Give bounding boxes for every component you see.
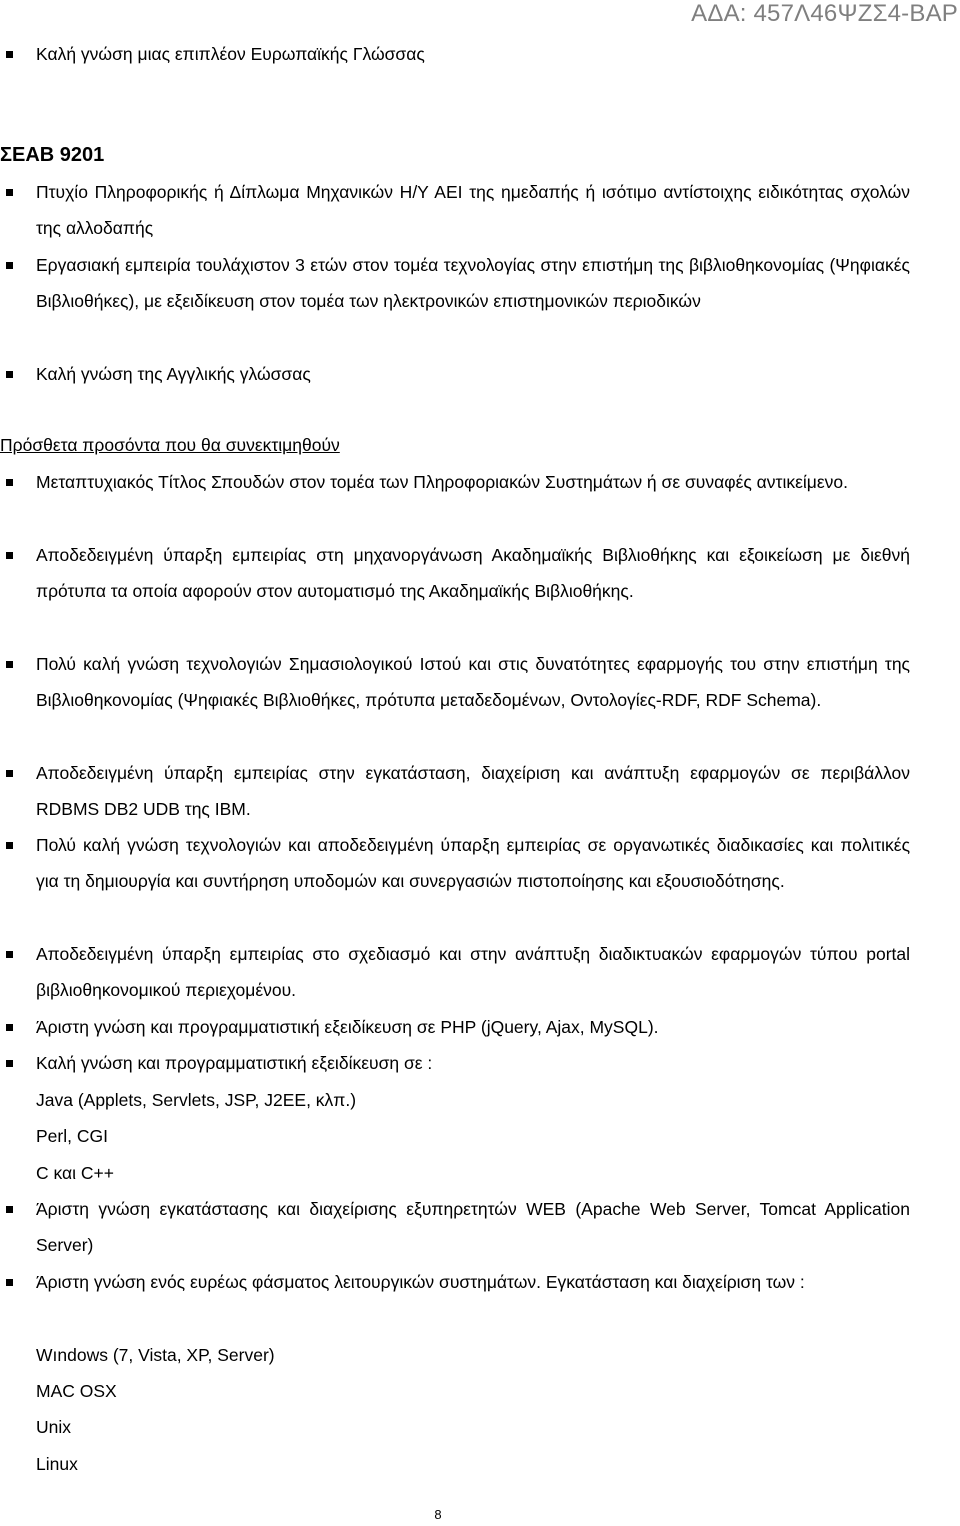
list-item-text: Εργασιακή εμπειρία τουλάχιστον 3 ετών στον τομέα τεχνολογίας στην επιστήμη της βιβλιοθηκονομίας (Ψηφιακές Βιβλιοθήκες), με εξειδίκευση στον τομέα των ηλεκτρονικών επιστημονικών περιοδικών [36,255,910,312]
additional-qualifications-heading: Πρόσθετα προσόντα που θα συνεκτιμηθούν [0,435,340,455]
list-item-text: Καλή γνώση και προγραμματιστική εξειδίκευση σε : [36,1053,433,1073]
list-item-text: Μεταπτυχιακός Τίτλος Σπουδών στον τομέα των Πληροφοριακών Συστημάτων ή σε συναφές αντικείμενο. [36,472,849,492]
square-bullet-icon [6,1024,13,1031]
list-item [36,936,910,1008]
list-item [36,827,910,899]
list-item-text: Πολύ καλή γνώση τεχνολογιών και αποδεδειγμένη ύπαρξη εμπειρίας σε οργανωτικές διαδικασίες και πολιτικές για τη δημιουργία και συντήρηση υποδομών και συνεργασιών πιστοποίησης και εξουσιοδότησης. [36,835,910,892]
list-item-text: Άριστη γνώση εγκατάστασης και διαχείρισης εξυπηρετητών WEB (Apache Web Server, Tomcat Application Server) [36,1199,910,1256]
language-list-line: Perl, CGI [36,1126,108,1146]
list-item-text: Αποδεδειγμένη ύπαρξη εμπειρίας στη μηχανοργάνωση Ακαδημαϊκής Βιβλιοθήκης και εξοικείωση με διεθνή πρότυπα τα οποία αφορούν στον αυτοματισμό της Ακαδημαϊκής Βιβλιοθήκης. [36,545,910,602]
list-item [36,1045,910,1081]
list-item [36,1191,910,1263]
os-list-line: Linux [36,1454,78,1474]
list-item [36,646,910,718]
list-item [36,247,910,319]
square-bullet-icon [6,479,13,486]
os-list-line: MAC OSX [36,1381,117,1401]
language-list-line: Java (Applets, Servlets, JSP, J2EE, κλπ.) [36,1090,357,1110]
list-item [36,537,910,609]
list-item-text: Καλή γνώση της Αγγλικής γλώσσας [36,364,311,384]
language-list-line: C και C++ [36,1163,114,1183]
os-list-line: Unix [36,1417,72,1437]
list-item [36,464,910,500]
square-bullet-icon [6,1206,13,1213]
list-item-text: Άριστη γνώση και προγραμματιστική εξειδίκευση σε PHP (jQuery, Ajax, MySQL). [36,1017,659,1037]
document-reference-code: ΑΔΑ: 457Λ46ΨΖΣ4-ΒΑΡ [691,0,958,27]
square-bullet-icon [6,189,13,196]
square-bullet-icon [6,1060,13,1067]
square-bullet-icon [6,371,13,378]
list-item-text: Άριστη γνώση ενός ευρέως φάσματος λειτουργικών συστημάτων. Εγκατάσταση και διαχείριση των : [36,1272,805,1292]
list-item [36,174,910,246]
list-item [36,1264,910,1300]
page-number: 8 [434,1507,442,1522]
square-bullet-icon [6,770,13,777]
square-bullet-icon [6,552,13,559]
os-list-line: Wındows (7, Vista, XP, Server) [36,1345,275,1365]
square-bullet-icon [6,661,13,668]
list-item [36,1009,910,1045]
list-item-text: Πολύ καλή γνώση τεχνολογιών Σημασιολογικού Ιστού και στις δυνατότητες εφαρμογής του στην επιστήμη της Βιβλιοθηκονομίας (Ψηφιακές Βιβλιοθήκες, πρότυπα μεταδεδομένων, Οντολογίες-RDF, RDF Schema). [36,654,910,711]
list-item [36,36,910,72]
list-item [36,356,910,392]
list-item-text: Αποδεδειγμένη ύπαρξη εμπειρίας στο σχεδιασμό και στην ανάπτυξη διαδικτυακών εφαρμογών τύπου portal βιβλιοθηκονομικού περιεχομένου. [36,944,910,1001]
list-item-text: Πτυχίο Πληροφορικής ή Δίπλωμα Μηχανικών Η/Υ ΑΕΙ της ημεδαπής ή ισότιμο αντίστοιχης ειδικότητας σχολών της αλλοδαπής [36,182,910,239]
section-code-heading: ΣΕΑΒ 9201 [0,144,105,166]
list-item [36,755,910,827]
square-bullet-icon [6,51,13,58]
list-item-text: Καλή γνώση μιας επιπλέον Ευρωπαϊκής Γλώσσας [36,44,425,64]
square-bullet-icon [6,262,13,269]
list-item-text: Αποδεδειγμένη ύπαρξη εμπειρίας στην εγκατάσταση, διαχείριση και ανάπτυξη εφαρμογών σε περιβάλλον RDBMS DB2 UDB της IBM. [36,763,910,820]
square-bullet-icon [6,951,13,958]
square-bullet-icon [6,1279,13,1286]
square-bullet-icon [6,842,13,849]
